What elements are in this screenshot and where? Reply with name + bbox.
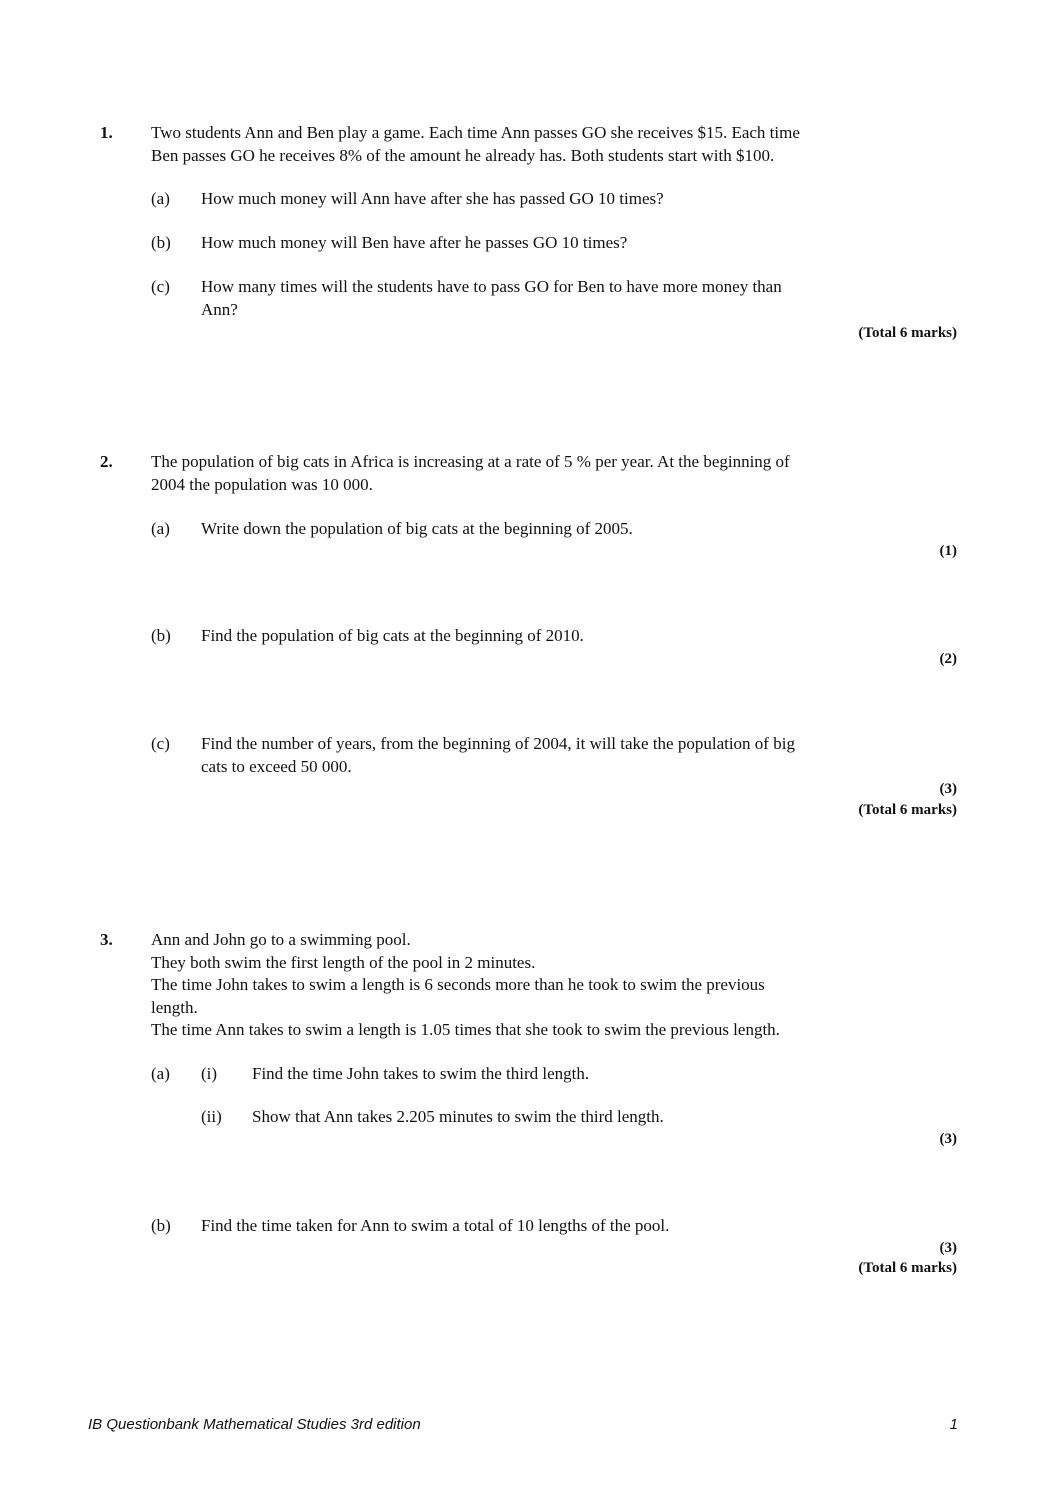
part-label: (a) <box>151 1064 170 1083</box>
part-text: Find the population of big cats at the beginning of 2010. <box>201 626 584 645</box>
question-text-line: Ann and John go to a swimming pool. <box>151 930 411 949</box>
total-marks: (Total 6 marks) <box>858 325 957 341</box>
part-label: (a) <box>151 189 170 208</box>
question-text-line: The time John takes to swim a length is 6 seconds more than he took to swim the previous <box>151 975 765 994</box>
question-number: 2. <box>100 452 113 471</box>
part-marks: (3) <box>939 1240 957 1256</box>
subpart-text: Show that Ann takes 2.205 minutes to swim the third length. <box>252 1107 664 1126</box>
question-text-line: The time Ann takes to swim a length is 1.05 times that she took to swim the previous length. <box>151 1020 780 1039</box>
subpart-label: (i) <box>201 1064 218 1083</box>
part-text: Find the time taken for Ann to swim a total of 10 lengths of the pool. <box>201 1216 670 1235</box>
total-marks: (Total 6 marks) <box>858 802 957 818</box>
question-number: 3. <box>100 930 113 949</box>
question-text-line: Two students Ann and Ben play a game. Each time Ann passes GO she receives $15. Each time <box>151 123 800 142</box>
question-text-line: They both swim the first length of the pool in 2 minutes. <box>151 953 536 972</box>
part-marks: (3) <box>939 1131 957 1147</box>
subpart-label: (ii) <box>201 1107 222 1126</box>
question-text-line: 2004 the population was 10 000. <box>151 475 373 494</box>
question-text-line: length. <box>151 998 198 1017</box>
part-label: (a) <box>151 519 170 538</box>
part-text: How much money will Ben have after he passes GO 10 times? <box>201 233 628 252</box>
question-text-line: Ben passes GO he receives 8% of the amount he already has. Both students start with $100. <box>151 146 775 165</box>
question-text-line: The population of big cats in Africa is increasing at a rate of 5 % per year. At the beginning of <box>151 452 790 471</box>
part-label: (b) <box>151 1216 171 1235</box>
part-text: How many times will the students have to pass GO for Ben to have more money than <box>201 277 782 296</box>
part-text: cats to exceed 50 000. <box>201 757 352 776</box>
part-text: Write down the population of big cats at the beginning of 2005. <box>201 519 633 538</box>
footer-source: IB Questionbank Mathematical Studies 3rd edition <box>88 1416 421 1433</box>
total-marks: (Total 6 marks) <box>858 1260 957 1276</box>
subpart-text: Find the time John takes to swim the third length. <box>252 1064 590 1083</box>
part-marks: (2) <box>939 651 957 667</box>
part-marks: (1) <box>939 543 957 559</box>
part-label: (b) <box>151 626 171 645</box>
part-text: Ann? <box>201 300 238 319</box>
page-number: 1 <box>949 1416 958 1433</box>
part-marks: (3) <box>939 781 957 797</box>
part-text: How much money will Ann have after she has passed GO 10 times? <box>201 189 664 208</box>
part-label: (c) <box>151 277 170 296</box>
part-label: (c) <box>151 734 170 753</box>
part-label: (b) <box>151 233 171 252</box>
question-number: 1. <box>100 123 113 142</box>
part-text: Find the number of years, from the beginning of 2004, it will take the population of big <box>201 734 795 753</box>
